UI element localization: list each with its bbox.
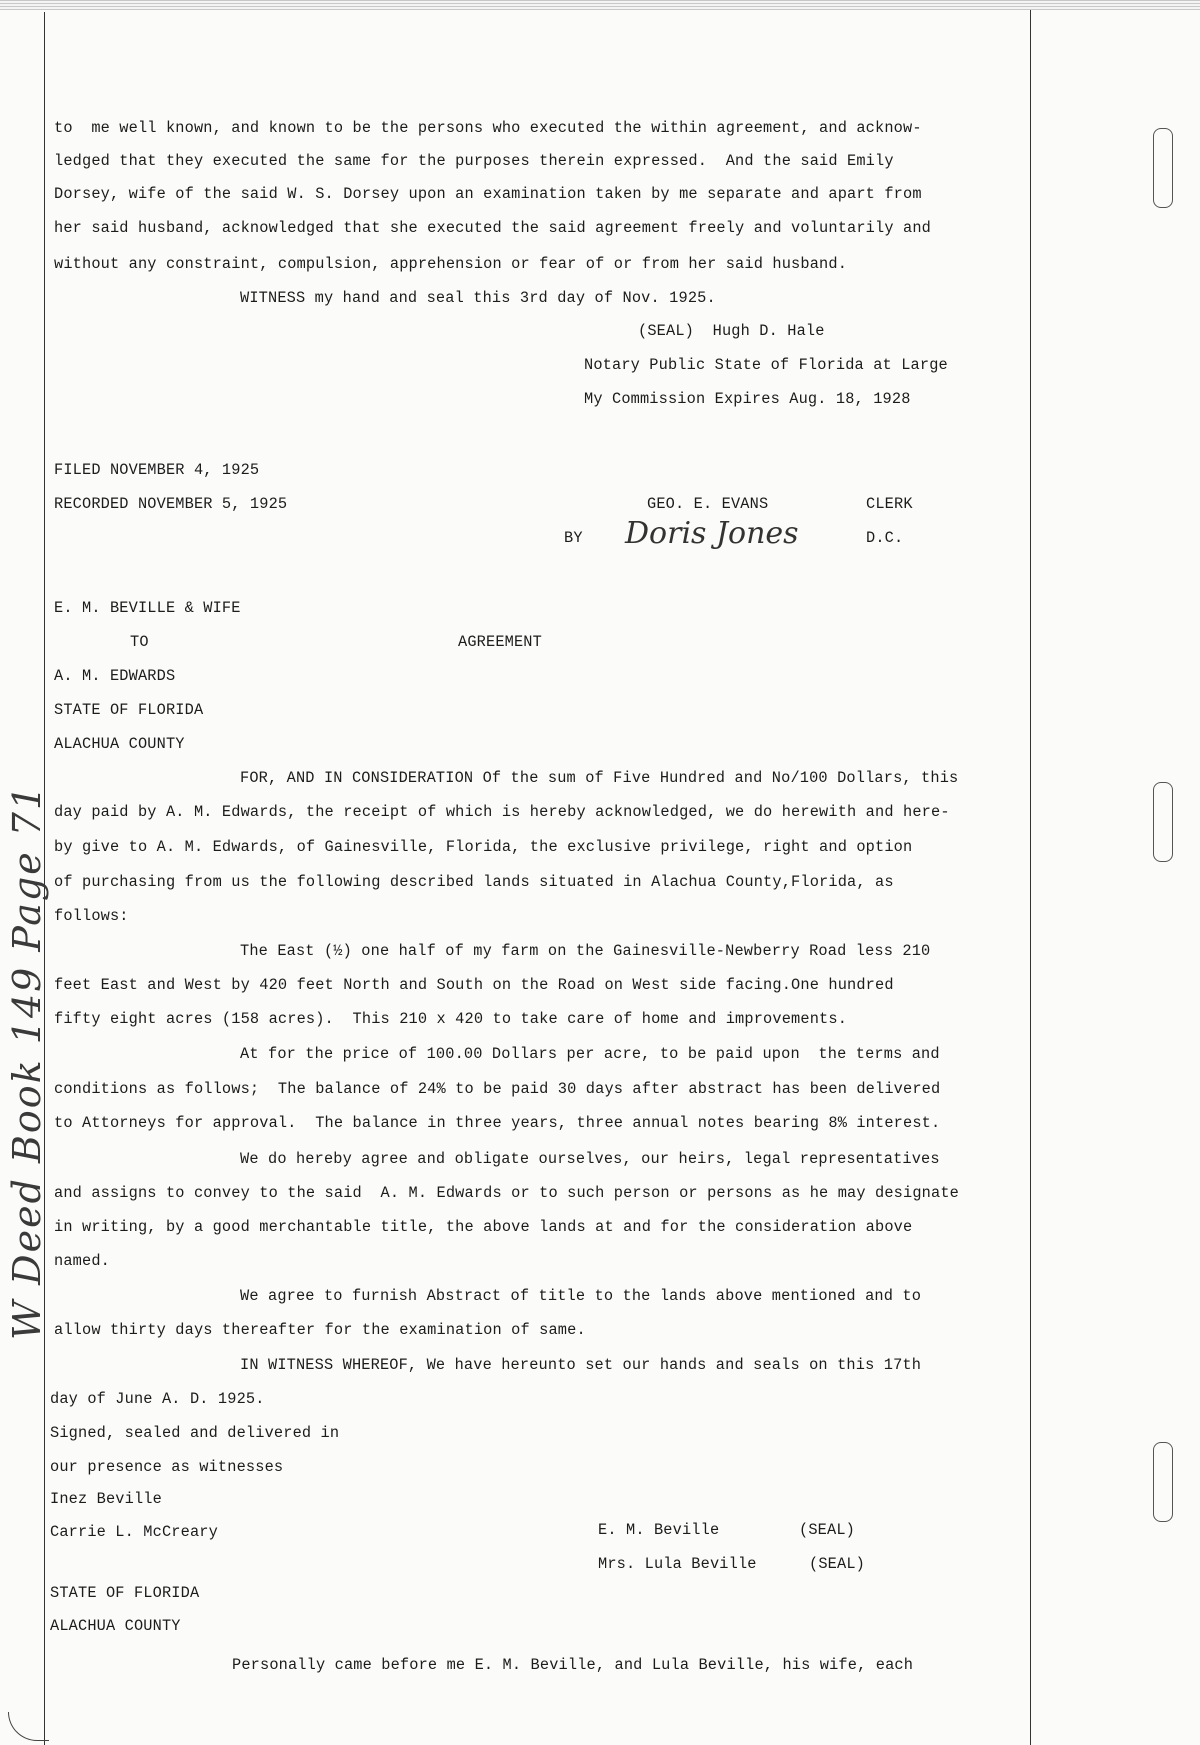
document-type: AGREEMENT (458, 633, 542, 651)
text-line: Dorsey, wife of the said W. S. Dorsey upon an examination taken by me separate and apart from (54, 185, 922, 203)
notary-title: Notary Public State of Florida at Large (584, 356, 948, 374)
witness-line: WITNESS my hand and seal this 3rd day of Nov. 1925. (240, 289, 716, 307)
text-line: IN WITNESS WHEREOF, We have hereunto set our hands and seals on this 17th (240, 1356, 922, 1374)
text-line: to me well known, and known to be the persons who executed the within agreement, and acknow- (54, 119, 922, 137)
text-line: We agree to furnish Abstract of title to the lands above mentioned and to (240, 1287, 922, 1305)
text-line: day of June A. D. 1925. (50, 1390, 265, 1408)
margin-handwritten-note: W Deed Book 149 Page 71 (5, 783, 49, 1340)
binder-hole-top (1153, 128, 1173, 208)
text-line: allow thirty days thereafter for the examination of same. (54, 1321, 586, 1339)
right-margin-line (1030, 10, 1031, 1745)
text-line: day paid by A. M. Edwards, the receipt of which is hereby acknowledged, we do herewith and here- (54, 803, 950, 821)
text-line: conditions as follows; The balance of 24% to be paid 30 days after abstract has been delivered (54, 1080, 941, 1098)
text-line: ledged that they executed the same for the purposes therein expressed. And the said Emily (54, 152, 894, 170)
text-line: in writing, by a good merchantable title, the above lands at and for the consideration above (54, 1218, 913, 1236)
text-line: and assigns to convey to the said A. M. Edwards or to such person or persons as he may designate (54, 1184, 959, 1202)
binder-hole-middle (1153, 782, 1173, 862)
text-line: feet East and West by 420 feet North and South on the Road on West side facing.One hundred (54, 976, 894, 994)
notary-seal-line: (SEAL) Hugh D. Hale (638, 322, 825, 340)
text-line: fifty eight acres (158 acres). This 210 x 420 to take care of home and improvements. (54, 1010, 848, 1028)
deputy-title: D.C. (866, 529, 904, 547)
seal-mark: (SEAL) (809, 1555, 865, 1573)
text-line: to Attorneys for approval. The balance in three years, three annual notes bearing 8% interest. (54, 1114, 941, 1132)
text-line: follows: (54, 907, 129, 925)
text-line: by give to A. M. Edwards, of Gainesville, Florida, the exclusive privilege, right and option (54, 838, 913, 856)
seal-mark: (SEAL) (799, 1521, 855, 1539)
text-line: her said husband, acknowledged that she executed the said agreement freely and voluntarily and (54, 219, 931, 237)
ack-opening: Personally came before me E. M. Beville, and Lula Beville, his wife, each (232, 1656, 914, 1674)
witness-name: Inez Beville (50, 1490, 162, 1508)
to-label: TO (130, 633, 149, 651)
signatory-name: E. M. Beville (598, 1521, 720, 1539)
by-label: BY (564, 529, 583, 547)
county: ALACHUA COUNTY (54, 735, 185, 753)
text-line: At for the price of 100.00 Dollars per acre, to be paid upon the terms and (240, 1045, 940, 1063)
witness-name: Carrie L. McCreary (50, 1523, 218, 1541)
grantor: E. M. BEVILLE & WIFE (54, 599, 241, 617)
text-line: without any constraint, compulsion, apprehension or fear of or from her said husband. (54, 255, 848, 273)
state: STATE OF FLORIDA (54, 701, 204, 719)
top-rule (0, 0, 1200, 10)
text-line: FOR, AND IN CONSIDERATION Of the sum of Five Hundred and No/100 Dollars, this (240, 769, 959, 787)
binder-hole-bottom (1153, 1442, 1173, 1522)
witness-intro: Signed, sealed and delivered in (50, 1424, 340, 1442)
text-line: named. (54, 1252, 110, 1270)
text-line: of purchasing from us the following described lands situated in Alachua County,Florida, as (54, 873, 894, 891)
clerk-title: CLERK (866, 495, 913, 513)
deputy-clerk-signature: Doris Jones (625, 516, 799, 551)
ack-state: STATE OF FLORIDA (50, 1584, 200, 1602)
clerk-name: GEO. E. EVANS (647, 495, 769, 513)
text-line: We do hereby agree and obligate ourselves, our heirs, legal representatives (240, 1150, 940, 1168)
filed-date: FILED NOVEMBER 4, 1925 (54, 461, 260, 479)
ack-county: ALACHUA COUNTY (50, 1617, 181, 1635)
witness-intro: our presence as witnesses (50, 1458, 284, 1476)
notary-commission: My Commission Expires Aug. 18, 1928 (584, 390, 911, 408)
recorded-date: RECORDED NOVEMBER 5, 1925 (54, 495, 288, 513)
grantee: A. M. EDWARDS (54, 667, 176, 685)
signatory-name: Mrs. Lula Beville (598, 1555, 757, 1573)
text-line: The East (½) one half of my farm on the Gainesville-Newberry Road less 210 (240, 942, 931, 960)
page-corner (8, 1712, 49, 1741)
